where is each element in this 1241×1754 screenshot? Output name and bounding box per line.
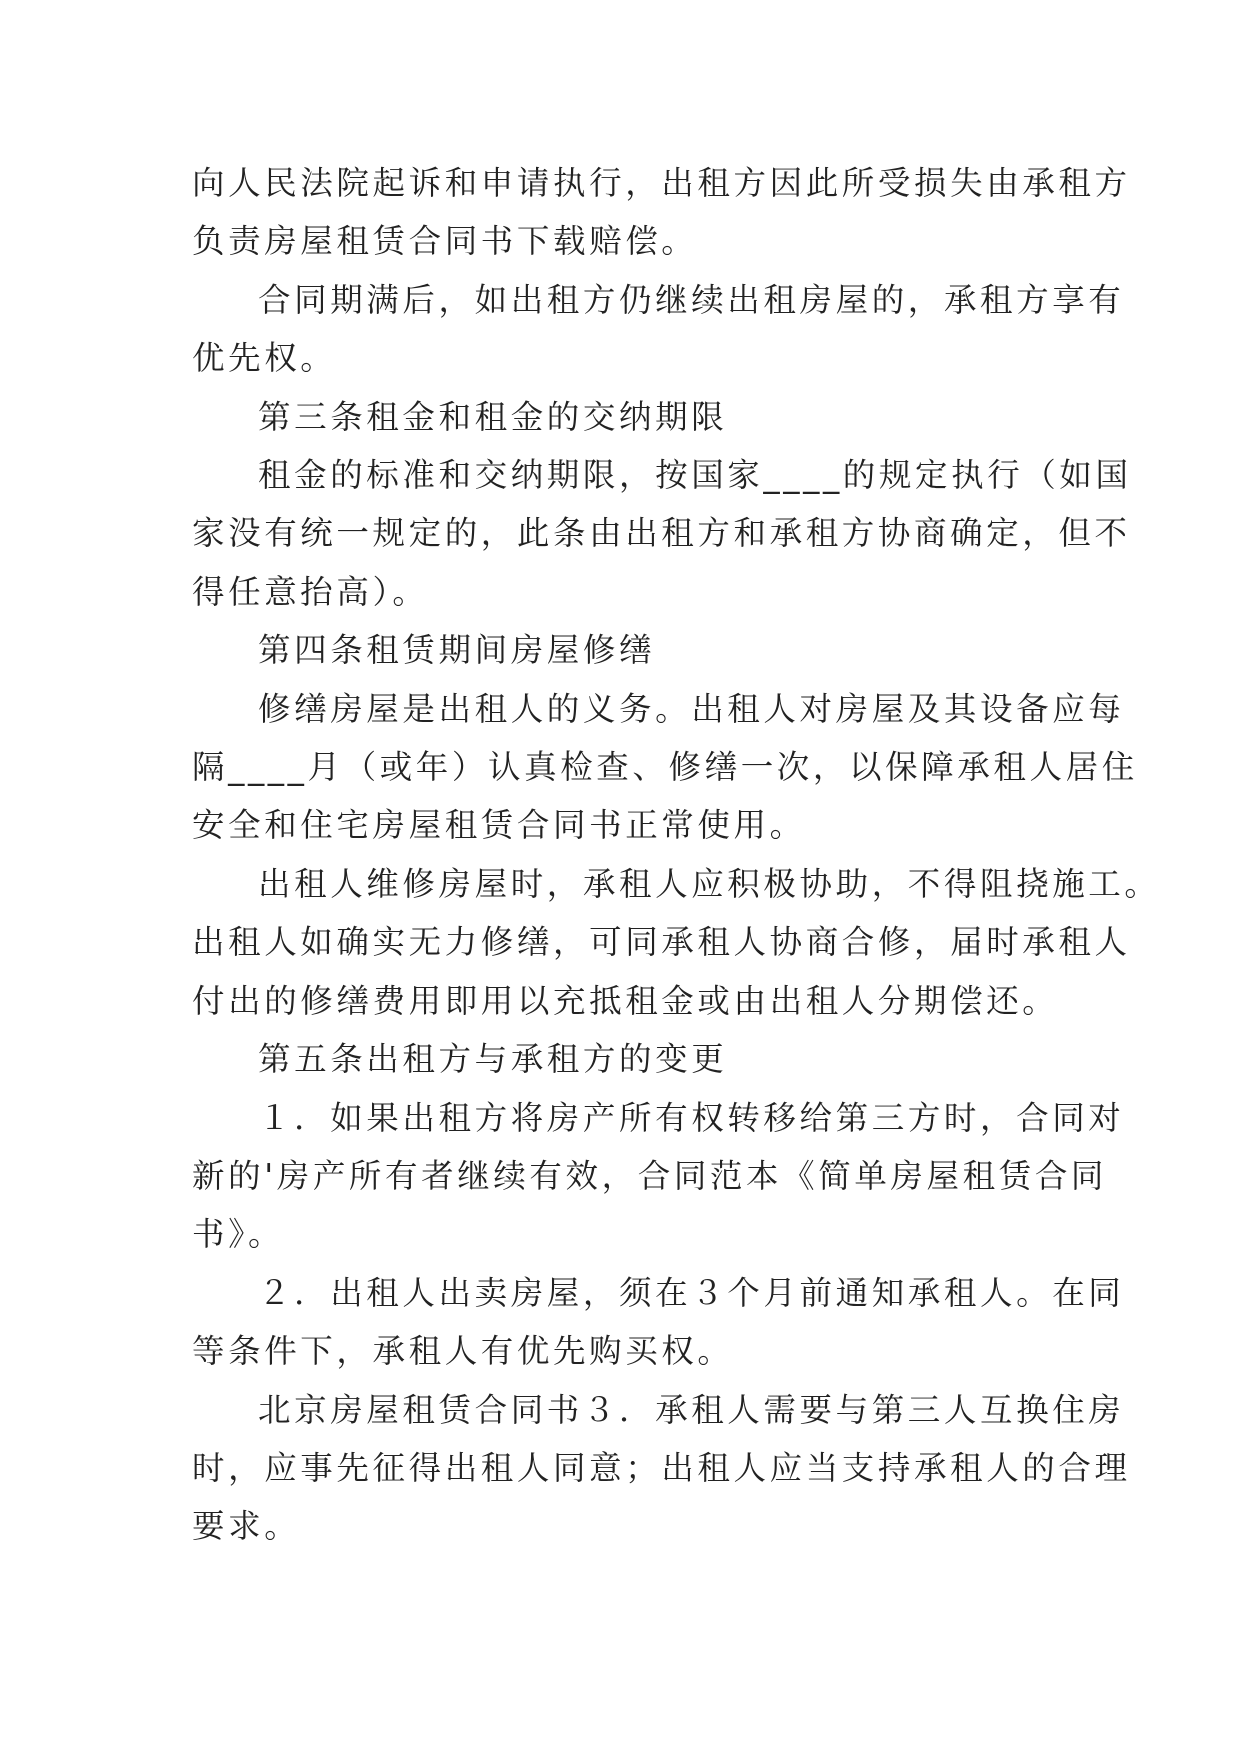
text-line: 付出的修缮费用即用以充抵租金或由出租人分期偿还。 [192,981,1059,1020]
text-line: 书》。 [192,1215,285,1254]
text-line: 新的'房产所有者继续有效，合同范本《简单房屋租赁合同 [192,1156,1108,1195]
section-heading: 第四条租赁期间房屋修缮 [258,631,656,670]
text-line: 租金的标准和交纳期限，按国家____的规定执行（如国 [258,456,1132,495]
text-line: 要求。 [192,1507,301,1546]
text-line: 合同期满后，如出租方仍继续出租房屋的，承租方享有 [258,280,1125,319]
text-line: 隔____月（或年）认真检查、修缮一次，以保障承租人居住 [192,748,1138,787]
text-line: 出租人如确实无力修缮，可同承租人协商合修，届时承租人 [192,923,1131,962]
text-line: 向人民法院起诉和申请执行，出租方因此所受损失由承租方 [192,164,1131,202]
text-line: 出租人维修房屋时，承租人应积极协助，不得阻挠施工。 [258,864,1161,903]
text-line: 负责房屋租赁合同书下载赔偿。 [192,222,698,261]
text-line: 时，应事先征得出租人同意；出租人应当支持承租人的合理 [192,1448,1131,1487]
text-line: 家没有统一规定的，此条由出租方和承租方协商确定，但不 [192,514,1131,553]
text-line: 优先权。 [192,339,337,378]
text-line: １．如果出租方将房产所有权转移给第三方时，合同对 [258,1098,1125,1137]
text-line: 得任意抬高）。 [192,572,429,611]
document-body [192,154,1161,1556]
text-line: 北京房屋租赁合同书３．承租人需要与第三人互换住房 [258,1390,1125,1429]
text-line: 安全和住宅房屋租赁合同书正常使用。 [192,806,806,845]
text-line: ２．出租人出卖房屋，须在３个月前通知承租人。在同 [258,1273,1125,1312]
text-line: 等条件下，承租人有优先购买权。 [192,1332,734,1371]
section-heading: 第五条出租方与承租方的变更 [258,1040,728,1079]
section-heading: 第三条租金和租金的交纳期限 [258,397,728,436]
text-line: 修缮房屋是出租人的义务。出租人对房屋及其设备应每 [258,689,1125,728]
